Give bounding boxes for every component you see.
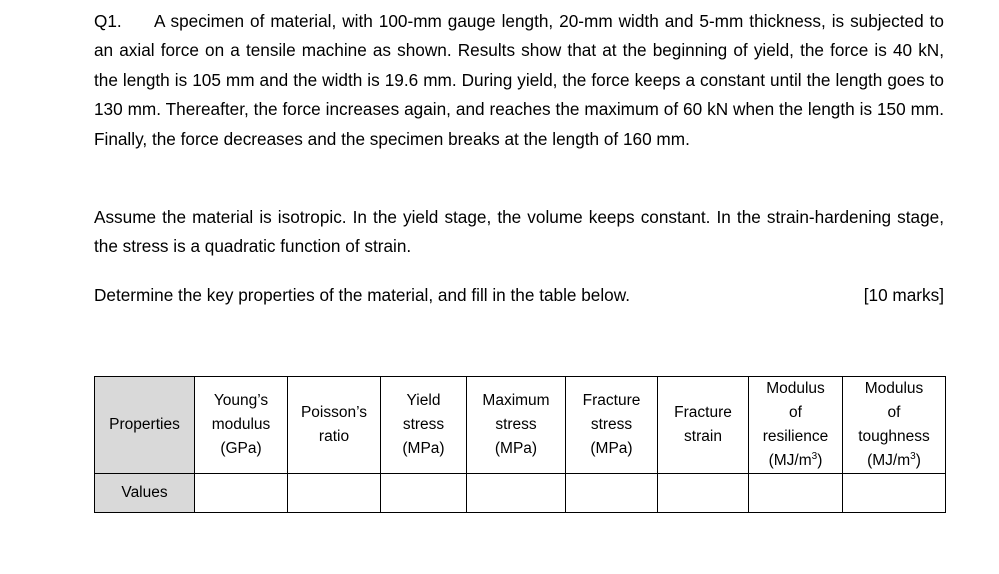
header-cell-poissons-ratio bbox=[288, 377, 381, 474]
header-cell-modulus-of-resilience bbox=[749, 377, 843, 474]
header-cell-modulus-of-toughness bbox=[843, 377, 946, 474]
question-paragraph bbox=[94, 7, 944, 154]
value-cell-fracture-strain[interactable] bbox=[658, 474, 749, 513]
value-cell-youngs-modulus[interactable] bbox=[195, 474, 288, 513]
header-line: (GPa) bbox=[220, 440, 262, 457]
header-cell-yield-stress bbox=[381, 377, 467, 474]
header-unit-line bbox=[845, 449, 943, 473]
assumption-paragraph: Assume the material is isotropic. In the yield stage, the volume keeps constant. In the strain-hardening stage, the stress is a quadratic function of strain. bbox=[94, 207, 944, 257]
header-line: of bbox=[887, 404, 901, 421]
value-cell-poissons-ratio[interactable] bbox=[288, 474, 381, 513]
header-cell-fracture-strain bbox=[658, 377, 749, 474]
unit-close: ) bbox=[915, 452, 921, 469]
header-line: modulus bbox=[211, 416, 271, 433]
value-cell-yield-stress[interactable] bbox=[381, 474, 467, 513]
value-cell-modulus-of-resilience[interactable] bbox=[749, 474, 843, 513]
header-line: of bbox=[789, 404, 802, 421]
header-line: Yield bbox=[406, 392, 441, 409]
unit-exponent: 3 bbox=[811, 450, 818, 462]
header-line: Maximum bbox=[482, 392, 550, 409]
value-cell-modulus-of-toughness[interactable] bbox=[843, 474, 946, 513]
header-line: Young’s bbox=[213, 392, 269, 409]
table-header-row bbox=[95, 377, 946, 474]
properties-label-cell: Properties bbox=[95, 377, 195, 474]
unit-base: (MJ/m bbox=[867, 452, 911, 469]
values-label-cell: Values bbox=[95, 474, 195, 513]
header-line: Fracture bbox=[582, 392, 641, 409]
value-cell-maximum-stress[interactable] bbox=[467, 474, 566, 513]
header-line: Modulus bbox=[864, 380, 924, 397]
marks-label: [10 marks] bbox=[863, 285, 944, 305]
question-text: A specimen of material, with 100-mm gauge length, 20-mm width and 5-mm thickness, is subjected to an axial force on a tensile machine as shown. Results show that at the beginning of yield, the force is 40 kN, the length is 105 mm and the width is 19.6 mm. During yield, the force keeps a constant until the length goes to 130 mm. Thereafter, the force increases again, and reaches the maximum of 60 kN when the length is 150 mm. Finally, the force decreases and the specimen breaks at the length of 160 mm. bbox=[94, 11, 944, 149]
header-line: (MPa) bbox=[590, 440, 633, 457]
header-line: Poisson’s bbox=[300, 404, 368, 421]
unit-close: ) bbox=[817, 452, 823, 469]
question-number: Q1. bbox=[94, 11, 122, 31]
header-unit-line bbox=[751, 449, 840, 473]
header-line: stress bbox=[590, 416, 633, 433]
header-line: stress bbox=[402, 416, 445, 433]
value-cell-fracture-stress[interactable] bbox=[566, 474, 658, 513]
task-line bbox=[94, 281, 944, 310]
header-line: strain bbox=[684, 428, 722, 445]
header-cell-fracture-stress bbox=[566, 377, 658, 474]
header-cell-youngs-modulus bbox=[195, 377, 288, 474]
table-values-row bbox=[95, 474, 946, 513]
unit-exponent: 3 bbox=[910, 450, 916, 462]
header-line: (MPa) bbox=[402, 440, 445, 457]
header-cell-maximum-stress bbox=[467, 377, 566, 474]
header-line: Modulus bbox=[766, 380, 825, 397]
header-line: Fracture bbox=[674, 404, 732, 421]
header-line: toughness bbox=[858, 428, 930, 445]
task-text: Determine the key properties of the material, and fill in the table below. bbox=[94, 285, 630, 305]
properties-table bbox=[94, 376, 946, 513]
header-line: stress bbox=[495, 416, 537, 433]
header-line: ratio bbox=[318, 428, 350, 445]
header-line: resilience bbox=[762, 428, 829, 445]
header-line: (MPa) bbox=[494, 440, 538, 457]
unit-base: (MJ/m bbox=[768, 452, 812, 469]
